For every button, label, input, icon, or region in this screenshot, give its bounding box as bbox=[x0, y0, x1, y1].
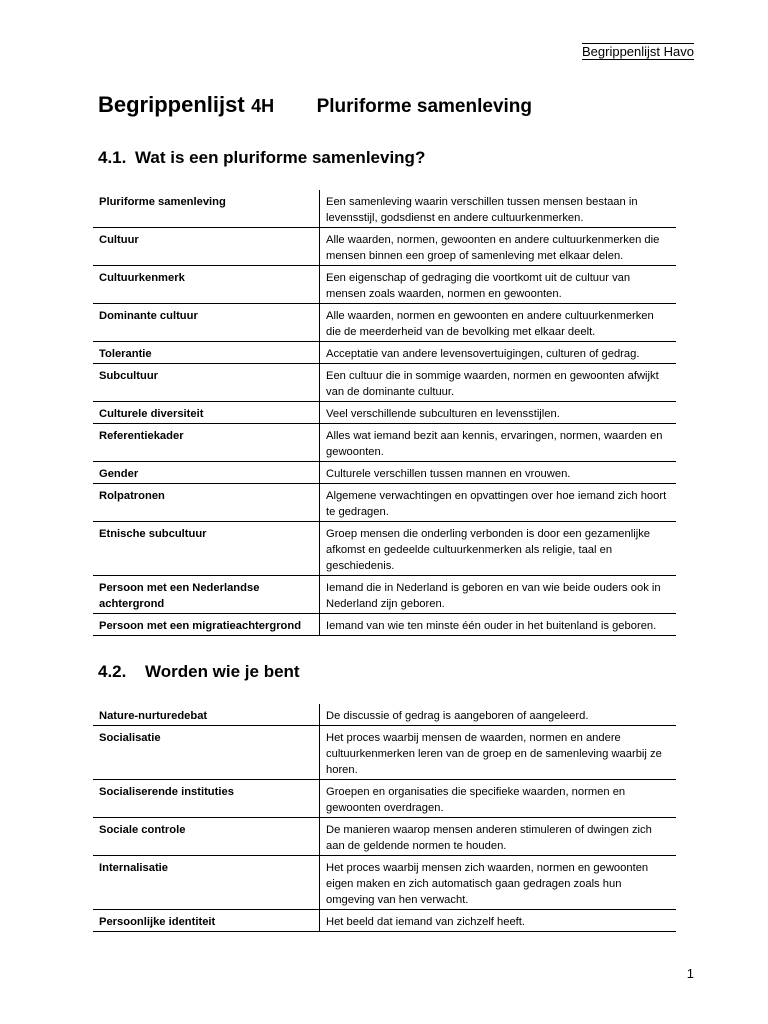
definition-cell: Groepen en organisaties die specifieke waarden, normen en gewoonten overdragen. bbox=[320, 780, 677, 818]
term-cell: Dominante cultuur bbox=[93, 304, 320, 342]
terms-table-body bbox=[93, 704, 676, 932]
term-cell: Etnische subcultuur bbox=[93, 522, 320, 576]
document-title bbox=[98, 92, 532, 118]
table-row bbox=[93, 424, 676, 462]
definition-cell: Het proces waarbij mensen de waarden, normen en andere cultuurkenmerken leren van de groep en de samenleving waarbij ze horen. bbox=[320, 726, 677, 780]
term-cell: Referentiekader bbox=[93, 424, 320, 462]
table-row bbox=[93, 402, 676, 424]
table-row bbox=[93, 342, 676, 364]
term-cell: Persoon met een migratieachtergrond bbox=[93, 614, 320, 636]
term-cell: Sociale controle bbox=[93, 818, 320, 856]
table-row bbox=[93, 576, 676, 614]
term-cell: Internalisatie bbox=[93, 856, 320, 910]
table-row bbox=[93, 780, 676, 818]
term-cell: Rolpatronen bbox=[93, 484, 320, 522]
title-subject: Pluriforme samenleving bbox=[316, 96, 533, 117]
definition-cell: Het beeld dat iemand van zichzelf heeft. bbox=[320, 910, 677, 932]
section-title: Worden wie je bent bbox=[145, 662, 300, 681]
term-cell: Cultuurkenmerk bbox=[93, 266, 320, 304]
page-number: 1 bbox=[686, 966, 694, 981]
definition-cell: Een cultuur die in sommige waarden, normen en gewoonten afwijkt van de dominante cultuur. bbox=[320, 364, 677, 402]
term-cell: Nature-nurturedebat bbox=[93, 704, 320, 726]
section-number: 4.1. bbox=[98, 148, 127, 167]
definition-cell: Veel verschillende subculturen en levensstijlen. bbox=[320, 402, 677, 424]
table-row bbox=[93, 910, 676, 932]
term-cell: Tolerantie bbox=[93, 342, 320, 364]
definition-cell: Alle waarden, normen en gewoonten en andere cultuurkenmerken die de meerderheid van de bevolking met elkaar deelt. bbox=[320, 304, 677, 342]
term-cell: Persoonlijke identiteit bbox=[93, 910, 320, 932]
table-row bbox=[93, 614, 676, 636]
definition-cell: Iemand van wie ten minste één ouder in het buitenland is geboren. bbox=[320, 614, 677, 636]
definition-cell: Algemene verwachtingen en opvattingen over hoe iemand zich hoort te gedragen. bbox=[320, 484, 677, 522]
table-row bbox=[93, 484, 676, 522]
definition-cell: De discussie of gedrag is aangeboren of aangeleerd. bbox=[320, 704, 677, 726]
term-cell: Subcultuur bbox=[93, 364, 320, 402]
running-header: Begrippenlijst Havo bbox=[581, 44, 694, 59]
definition-cell: De manieren waarop mensen anderen stimuleren of dwingen zich aan de geldende normen te houden. bbox=[320, 818, 677, 856]
table-row bbox=[93, 704, 676, 726]
table-row bbox=[93, 818, 676, 856]
section-heading-4-2 bbox=[98, 662, 300, 682]
term-cell: Socialiserende instituties bbox=[93, 780, 320, 818]
table-row bbox=[93, 522, 676, 576]
definition-cell: Iemand die in Nederland is geboren en van wie beide ouders ook in Nederland zijn geboren. bbox=[320, 576, 677, 614]
terms-table-4-1 bbox=[93, 190, 676, 636]
definition-cell: Een samenleving waarin verschillen tussen mensen bestaan in levensstijl, godsdienst en andere cultuurkenmerken. bbox=[320, 190, 677, 228]
definition-cell: Alles wat iemand bezit aan kennis, ervaringen, normen, waarden en gewoonten. bbox=[320, 424, 677, 462]
table-row bbox=[93, 304, 676, 342]
terms-table-body bbox=[93, 190, 676, 636]
terms-table-4-2 bbox=[93, 704, 676, 932]
definition-cell: Alle waarden, normen, gewoonten en andere cultuurkenmerken die mensen binnen een groep of samenleving met elkaar delen. bbox=[320, 228, 677, 266]
definition-cell: Acceptatie van andere levensovertuigingen, culturen of gedrag. bbox=[320, 342, 677, 364]
term-cell: Socialisatie bbox=[93, 726, 320, 780]
term-cell: Cultuur bbox=[93, 228, 320, 266]
table-row bbox=[93, 190, 676, 228]
table-row bbox=[93, 856, 676, 910]
section-title: Wat is een pluriforme samenleving? bbox=[135, 148, 426, 167]
table-row bbox=[93, 364, 676, 402]
table-row bbox=[93, 266, 676, 304]
section-heading-4-1 bbox=[98, 148, 425, 168]
definition-cell: Een eigenschap of gedraging die voortkomt uit de cultuur van mensen zoals waarden, normen en gewoonten. bbox=[320, 266, 677, 304]
term-cell: Culturele diversiteit bbox=[93, 402, 320, 424]
title-grade: 4H bbox=[251, 96, 275, 116]
title-main: Begrippenlijst bbox=[98, 92, 245, 117]
table-row bbox=[93, 462, 676, 484]
table-row bbox=[93, 726, 676, 780]
term-cell: Pluriforme samenleving bbox=[93, 190, 320, 228]
term-cell: Persoon met een Nederlandse achtergrond bbox=[93, 576, 320, 614]
section-number: 4.2. bbox=[98, 662, 127, 681]
definition-cell: Groep mensen die onderling verbonden is door een gezamenlijke afkomst en gedeelde cultuurkenmerken als religie, taal en geschiedenis. bbox=[320, 522, 677, 576]
term-cell: Gender bbox=[93, 462, 320, 484]
definition-cell: Culturele verschillen tussen mannen en vrouwen. bbox=[320, 462, 677, 484]
table-row bbox=[93, 228, 676, 266]
definition-cell: Het proces waarbij mensen zich waarden, normen en gewoonten eigen maken en zich automatisch gaan gedragen zoals hun omgeving van hen verwacht. bbox=[320, 856, 677, 910]
